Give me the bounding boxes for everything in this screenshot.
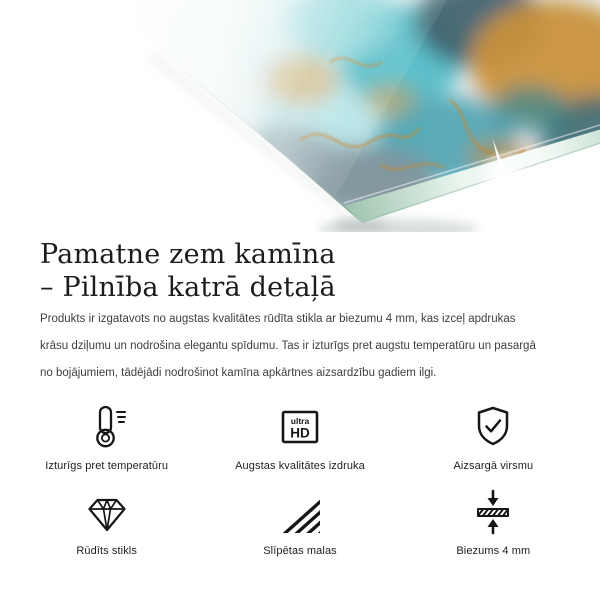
feature-polished-edges [203,488,396,557]
feature-label: Slīpētas malas [263,545,337,557]
feature-tempered-glass [10,488,203,557]
product-image [0,0,600,232]
feature-thickness [397,488,590,557]
feature-label: Izturīgs pret temperatūru [45,460,169,472]
product-description [40,306,560,387]
description-line: krāsu dziļumu un nodrošina elegantu spīdumu. Tas ir izturīgs pret augstu temperatūru un pasargā [40,340,536,352]
feature-print-quality [203,403,396,472]
ultra-hd-text-bottom: HD [290,425,310,441]
feature-surface-protection [397,403,590,472]
page-title [40,238,560,304]
feature-grid [0,403,600,557]
ultra-hd-text-top: ultra [290,416,310,426]
thermometer-icon [83,403,131,451]
thickness-compress-icon [469,488,517,536]
description-line: Produkts ir izgatavots no augstas kvalitātes rūdīta stikla ar biezumu 4 mm, kas izceļ apdrukas [40,313,516,325]
feature-temperature [10,403,203,472]
diamond-icon [83,488,131,536]
beveled-edges-icon [276,488,324,536]
feature-label: Augstas kvalitātes izdruka [235,460,365,472]
page-title-line2: – Pilnība katrā detaļā [40,272,336,303]
feature-label: Aizsargā virsmu [453,460,534,472]
page-title-line1: Pamatne zem kamīna [40,239,336,270]
description-section [0,238,600,387]
feature-label: Biezums 4 mm [456,545,531,557]
feature-label: Rūdīts stikls [76,545,137,557]
shield-check-icon [469,403,517,451]
description-line: no bojājumiem, tādējādi nodrošinot kamīna apkārtnes aizsardzību gadiem ilgi. [40,367,437,379]
ultra-hd-icon [276,403,324,451]
